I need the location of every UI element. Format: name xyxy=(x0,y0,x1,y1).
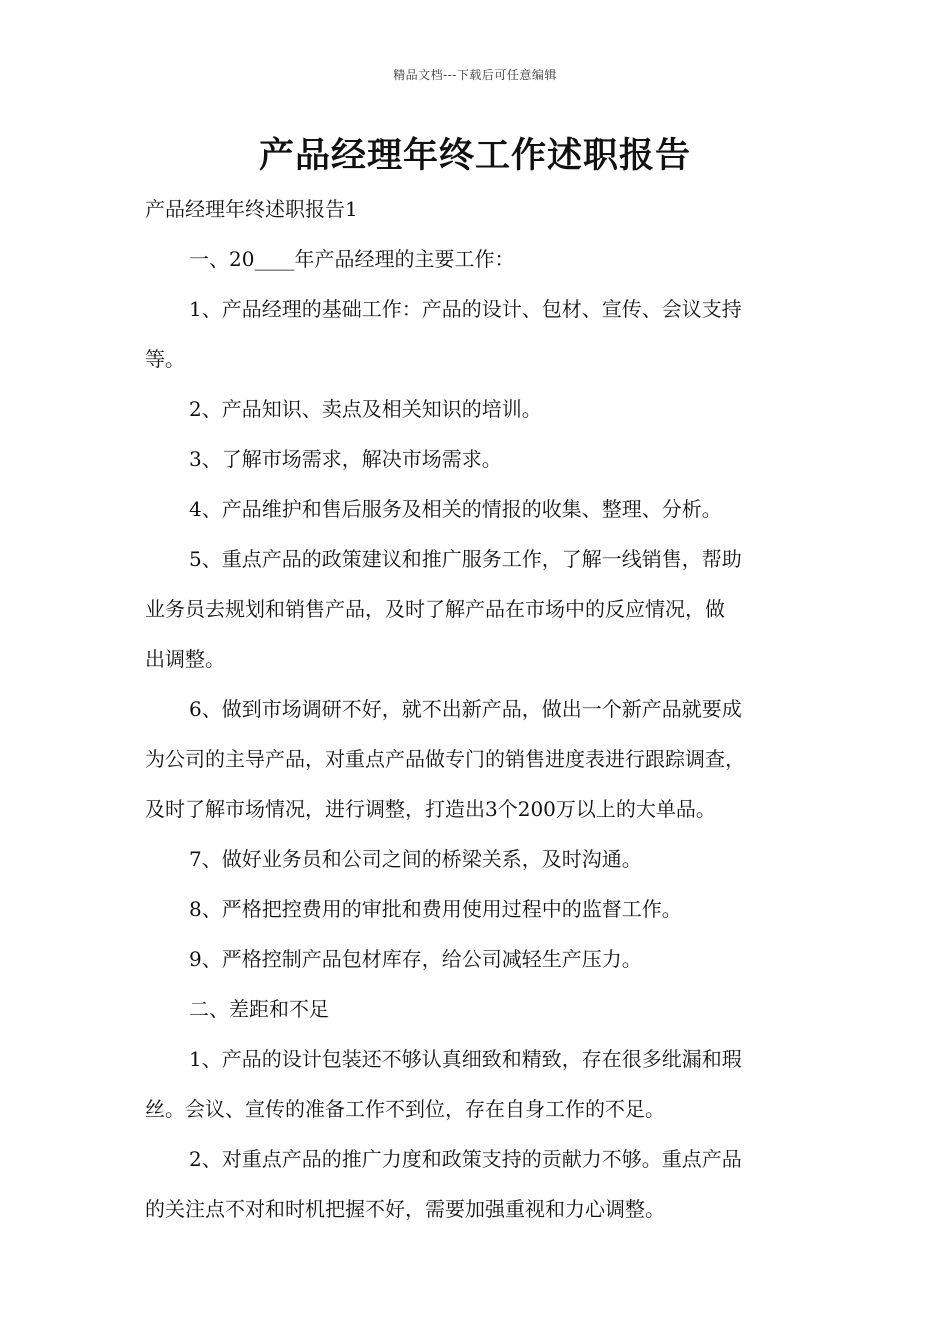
list-item-line: 1、产品经理的基础工作：产品的设计、包材、宣传、会议支持 xyxy=(189,297,742,321)
document-body xyxy=(145,184,825,1234)
list-item-line: 等。 xyxy=(145,347,185,371)
list-item-line: 及时了解市场情况，进行调整，打造出3个200万以上的大单品。 xyxy=(145,797,716,821)
list-item xyxy=(145,534,825,684)
list-item xyxy=(145,284,825,384)
list-item-line: 出调整。 xyxy=(145,647,225,671)
header-note: 精品文档---下载后可任意编辑 xyxy=(393,68,557,82)
list-item-line: 1、产品的设计包装还不够认真细致和精致，存在很多纰漏和瑕 xyxy=(189,1047,742,1071)
list-item-line: 2、对重点产品的推广力度和政策支持的贡献力不够。重点产品 xyxy=(189,1147,742,1171)
list-item xyxy=(145,384,825,434)
section-heading-main-work: 一、20____年产品经理的主要工作： xyxy=(189,247,515,271)
list-item-line: 4、产品维护和售后服务及相关的情报的收集、整理、分析。 xyxy=(189,497,722,521)
section-heading-gaps: 二、差距和不足 xyxy=(189,997,329,1021)
list-item-line: 丝。会议、宣传的准备工作不到位，存在自身工作的不足。 xyxy=(145,1097,665,1121)
list-item-line: 的关注点不对和时机把握不好，需要加强重视和力心调整。 xyxy=(145,1197,665,1221)
list-item xyxy=(145,884,825,934)
list-item-line: 8、严格把控费用的审批和费用使用过程中的监督工作。 xyxy=(189,897,682,921)
list-item xyxy=(145,434,825,484)
list-item xyxy=(145,1134,825,1234)
list-item-line: 6、做到市场调研不好，就不出新产品，做出一个新产品就要成 xyxy=(189,697,742,721)
list-item-line: 9、严格控制产品包材库存，给公司减轻生产压力。 xyxy=(189,947,642,971)
gaps-list xyxy=(145,1034,825,1234)
list-item-line: 7、做好业务员和公司之间的桥梁关系，及时沟通。 xyxy=(189,847,642,871)
list-item xyxy=(145,834,825,884)
list-item-line: 为公司的主导产品，对重点产品做专门的销售进度表进行跟踪调查， xyxy=(145,747,745,771)
main-work-list xyxy=(145,284,825,984)
list-item-line: 5、重点产品的政策建议和推广服务工作，了解一线销售，帮助 xyxy=(189,547,742,571)
list-item xyxy=(145,684,825,834)
list-item-line: 2、产品知识、卖点及相关知识的培训。 xyxy=(189,397,542,421)
document-subtitle: 产品经理年终述职报告1 xyxy=(145,197,358,221)
list-item xyxy=(145,484,825,534)
document-title: 产品经理年终工作述职报告 xyxy=(258,135,691,176)
list-item xyxy=(145,934,825,984)
list-item xyxy=(145,1034,825,1134)
list-item-line: 3、了解市场需求，解决市场需求。 xyxy=(189,447,502,471)
list-item-line: 业务员去规划和销售产品，及时了解产品在市场中的反应情况，做 xyxy=(145,597,725,621)
